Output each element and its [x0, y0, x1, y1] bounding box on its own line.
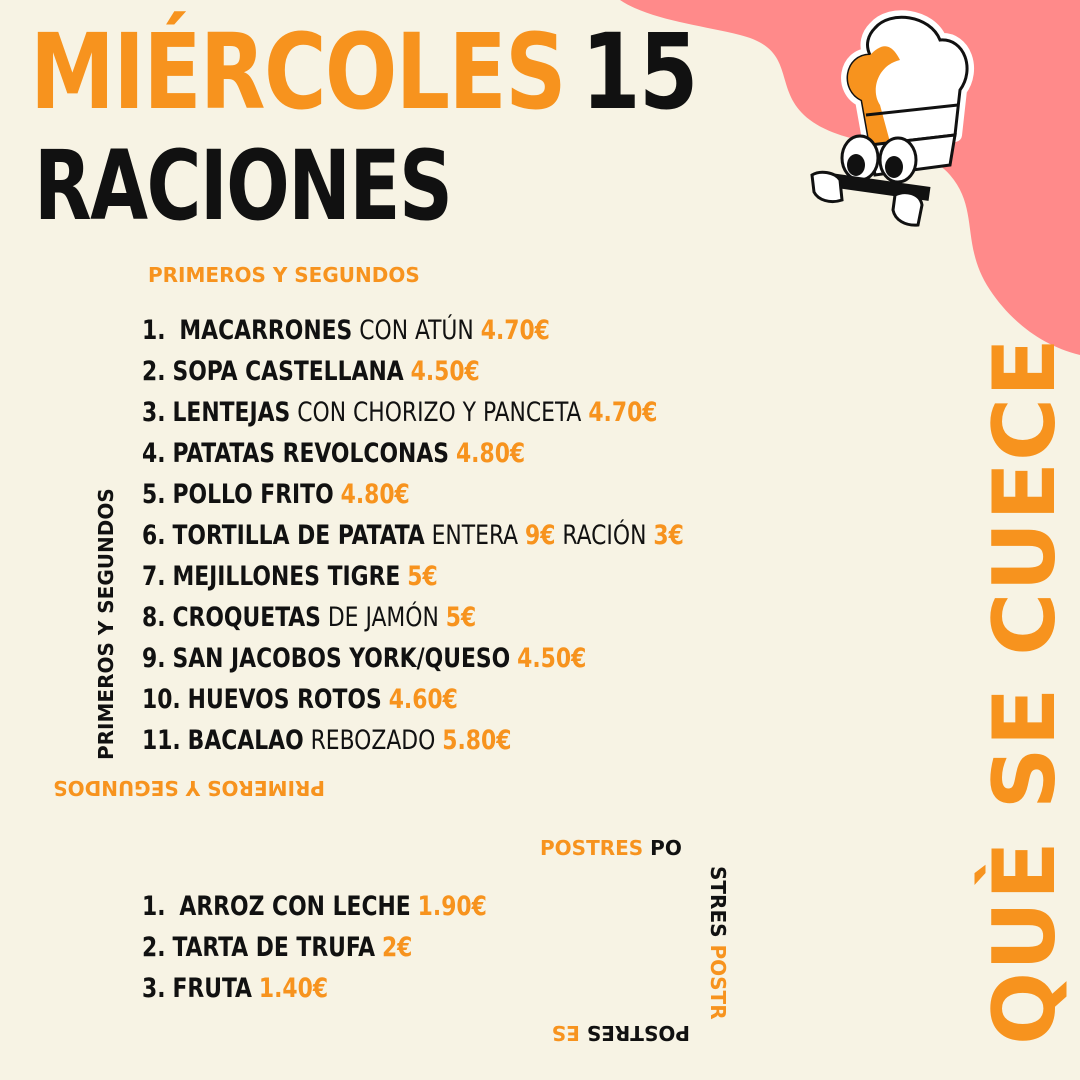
dessert-item: 2. TARTA DE TRUFA 2€: [142, 932, 413, 963]
dessert-label-bottom: POSTRES ES: [551, 1021, 690, 1045]
dessert-menu-list: [142, 886, 525, 1009]
brand-logo-text: QUÈ SE CUECE: [975, 337, 1075, 1045]
menu-item: 5. POLLO FRITO 4.80€: [142, 479, 410, 510]
day-number: 15: [581, 11, 697, 133]
menu-item: 7. MEJILLONES TIGRE 5€: [142, 561, 438, 592]
weekday-title: [30, 11, 697, 133]
section-label-bottom: PRIMEROS Y SEGUNDOS: [53, 776, 325, 800]
dessert-item: 1. ARROZ CON LECHE 1.90€: [142, 891, 487, 922]
chef-mascot-icon: [800, 10, 990, 230]
menu-item: 1. MACARRONES CON ATÚN 4.70€: [142, 315, 550, 346]
dessert-label-vertical: STRES POSTR: [706, 866, 730, 1020]
menu-item: 4. PATATAS REVOLCONAS 4.80€: [142, 438, 526, 469]
menu-item: 11. BACALAO REBOZADO 5.80€: [142, 725, 512, 756]
menu-item: 10. HUEVOS ROTOS 4.60€: [142, 684, 458, 715]
page-subtitle: RACIONES: [34, 130, 452, 242]
main-menu-list: [142, 310, 744, 761]
dessert-label-top: POSTRES PO: [540, 836, 682, 860]
menu-item: 2. SOPA CASTELLANA 4.50€: [142, 356, 480, 387]
menu-item: 6. TORTILLA DE PATATA ENTERA 9€ RACIÓN 3€: [142, 520, 684, 551]
menu-item: 8. CROQUETAS DE JAMÓN 5€: [142, 602, 477, 633]
section-label-vertical: PRIMEROS Y SEGUNDOS: [94, 488, 118, 760]
dessert-item: 3. FRUTA 1.40€: [142, 973, 329, 1004]
weekday-label: MIÉRCOLES: [30, 11, 565, 133]
section-label-top: PRIMEROS Y SEGUNDOS: [148, 263, 420, 287]
menu-item: 3. LENTEJAS CON CHORIZO Y PANCETA 4.70€: [142, 397, 658, 428]
menu-item: 9. SAN JACOBOS YORK/QUESO 4.50€: [142, 643, 587, 674]
